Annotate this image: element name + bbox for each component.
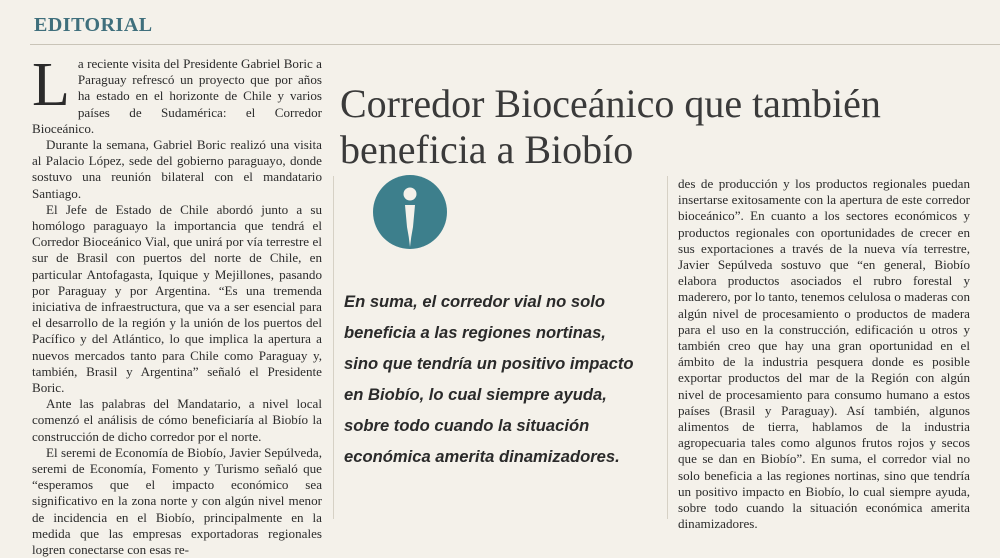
headline: Corredor Bioceánico que también beneficia a Biobío [340, 80, 881, 172]
column-divider [667, 176, 668, 519]
pull-quote: En suma, el corredor vial no solo beneficia a las regiones nortinas, sino que tendría un positivo impacto en Biobío, lo cual siempre ayuda, sobre todo cuando la situación económica amerita dinamizadores. [344, 292, 634, 466]
top-divider [30, 44, 1000, 45]
paragraph: Ante las palabras del Mandatario, a nivel local comenzó el análisis de cómo beneficiaría al Biobío la construcción de dicho corredor por el norte. [32, 396, 322, 444]
paragraph: Durante la semana, Gabriel Boric realizó una visita al Palacio López, sede del gobierno paraguayo, donde sostuvo una reunión bilateral con el mandatario Santiago. [32, 137, 322, 201]
paragraph: des de producción y los productos regionales puedan insertarse exitosamente con la apertura de este corredor bioceánico”. En cuanto a los sectores económicos y productos regionales con oportunidades de crecer en sus exportaciones a través de la nueva vía terrestre, Javier Sepúlveda sostuvo que “en general, Biobío elabora productos asociados el rubro forestal y maderero, por lo tanto, tenemos celulosa o maderas con algún nivel de procesamiento o productos de madera para el uso en la construcción, edificación u otros y también creo que hay una gran oportunidad en el ámbito de la industria pesquera donde es posible exportar productos del mar de la Región con algún nivel de procesamiento para consumo humano a estos países (Brasil y Paraguay). Así también, algunos alimentos de tierra, hablamos de la industria agropecuaria tales como algunos frutos rojos y secos que se dan en Biobío”. En suma, el corredor vial no solo beneficia a las regiones nortinas, sino que tendría un positivo impacto en Biobío, lo cual siempre ayuda, sobre todo cuando la situación económica amerita dinamizadores. [678, 176, 970, 532]
column-divider [333, 176, 334, 519]
paragraph: El Jefe de Estado de Chile abordó junto a su homólogo paraguayo la importancia que tendrá el Corredor Bioceánico Vial, que unirá por vía terrestre el sur de Brasil con puertos del norte de Chile, en particular Antofagasta, Iquique y Mejillones, pasando por Paraguay y por Argentina. “Es una tremenda iniciativa de infraestructura, que va a ser esencial para el desarrollo de la región y la unión de los puertos del Pacífico y del Atlántico, lo que implica la apertura a nuevos mercados tanto para Chile como Paraguay y, también, Brasil y Argentina” señaló el Presidente Boric. [32, 201, 322, 396]
drop-cap: L [32, 51, 70, 119]
paragraph: El seremi de Economía de Biobío, Javier Sepúlveda, seremi de Economía, Fomento y Turismo señaló que “esperamos que el impacto económico sea significativo en la zona norte y con algún nivel menor de incidencia en el Biobío, principalmente en la medida que las empresas exportadoras regionales logren conectarse con esas re- [32, 444, 322, 558]
paragraph: a reciente visita del Presidente Gabriel Boric a Paraguay refrescó un proyecto que por años ha estado en el horizonte de Chile y varios países de Sudamérica: el Corredor Bioceánico. [32, 56, 322, 136]
body-column-3 [678, 176, 970, 532]
section-label: EDITORIAL [34, 14, 153, 36]
body-column-1 [32, 51, 322, 558]
info-icon [373, 175, 447, 249]
